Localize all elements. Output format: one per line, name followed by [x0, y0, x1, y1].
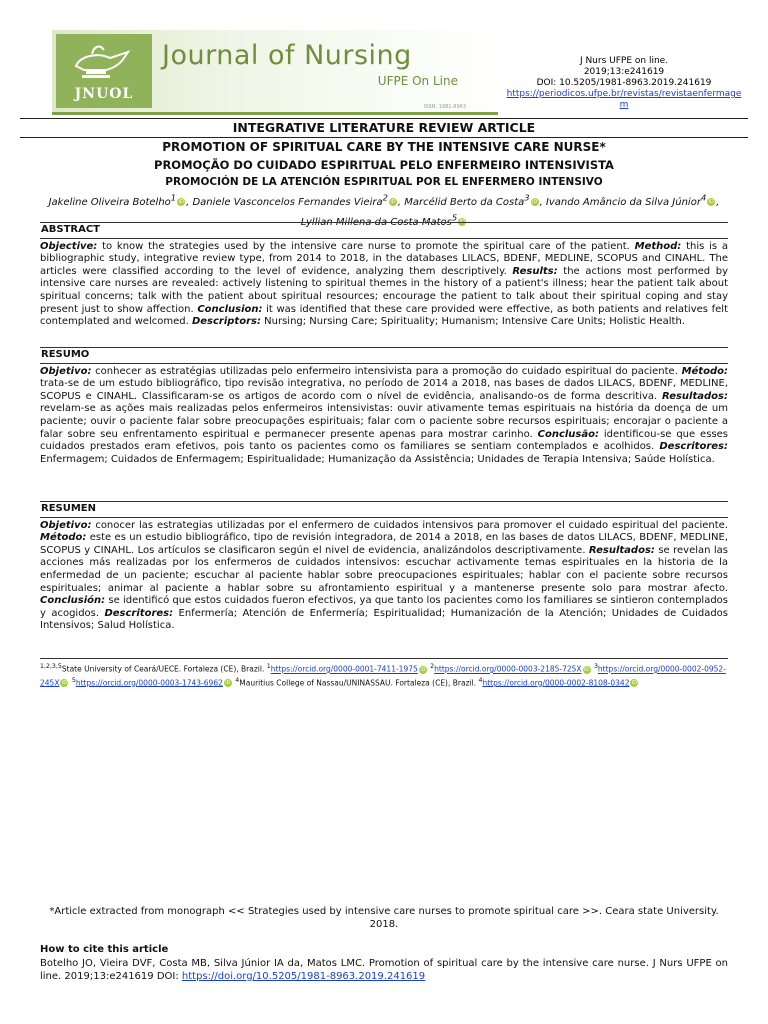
journal-banner — [52, 30, 498, 115]
doi-line: DOI: 10.5205/1981-8963.2019.241619 — [536, 78, 712, 88]
abstract-text: Objective: to know the strategies used by the intensive care nurse to promote the spiritual care of the patient. Method: this is a bibliographic study, integrative review type, from 2014 to 2018, in the databases LILACS, BDENF, MEDLINE, SCOPUS and CINAHL. The articles were classified according to the level of evidence, analyzing them descriptively. Results: the actions most performed by intensive care nurses are revealed: actively listening to spiritual themes in the history of a patient's illness; hear the patient talk about spiritual concerns; talk with the patient about spiritual resources; encourage the patient to talk about their spiritual coping and stay present just to show affection. Conclusion: it was identified that these care provided were effective, as both patients and relatives felt contemplated and welcomed. Descriptors: Nursing; Nursing Care; Spirituality; Humanism; Intensive Care Units; Holistic Health. — [40, 240, 728, 328]
orcid-link[interactable]: https://orcid.org/0000-0003-2185-725X — [434, 664, 582, 674]
abstract-heading: ABSTRACT — [40, 223, 728, 239]
orcid-icon[interactable]: iD — [178, 199, 184, 206]
orcid-icon[interactable]: iD — [631, 680, 638, 686]
author: Lyllian Millena da Costa Matos$^5$ iD — [300, 212, 465, 228]
title-english: PROMOTION OF SPIRITUAL CARE BY THE INTENSIVE CARE NURSE* — [162, 140, 606, 154]
orcid-icon[interactable]: iD — [531, 199, 538, 206]
ref-line-1: J Nurs UFPE on line. — [579, 56, 669, 66]
journal-subtitle: UFPE On Line — [377, 74, 458, 88]
orcid-link[interactable]: https://orcid.org/0000-0002-8108-0342 — [482, 678, 630, 687]
how-to-cite-text: Botelho JO, Vieira DVF, Costa MB, Silva Júnior IA da, Matos LMC. Promotion of spiritual care by the intensive care nurse. J Nurs UFPE on line. 2019;13:e241619 DOI: https://doi.org/10.5205/1981-8963.2019.241619 — [40, 958, 728, 982]
orcid-icon[interactable]: iD — [420, 666, 426, 673]
orcid-icon[interactable]: iD — [61, 680, 68, 686]
title-spanish: PROMOCIÓN DE LA ATENCIÓN ESPIRITUAL POR EL ENFERMERO INTENSIVO — [165, 176, 603, 188]
orcid-icon[interactable]: iD — [708, 199, 714, 206]
author: Ivando Amâncio da Silva Júnior$^4$ iD , — [545, 193, 720, 209]
orcid-icon[interactable]: iD — [390, 199, 396, 206]
ref-line-2: 2019;13:e241619 — [583, 67, 665, 77]
nursing-lamp-icon — [70, 40, 138, 82]
section-heading: INTEGRATIVE LITERATURE REVIEW ARTICLE — [20, 118, 748, 138]
how-to-cite-heading: How to cite this article — [40, 944, 169, 955]
abstract-section — [40, 222, 728, 329]
resumo-text: Objetivo: conhecer as estratégias utilizadas pelo enfermeiro intensivista para a promoção do cuidado espiritual do paciente. Método: trata-se de um estudo bibliográfico, tipo revisão integrativa, no período de 2014 a 2018, nas bases de dados LILACS, BDENF, MEDLINE, SCOPUS e CINAHL. Classificaram-se os artigos de acordo com o nível de evidência, analisando-os de forma descritiva. Resultados: revelam-se as ações mais realizadas pelos enfermeiros intensivistas: ouvir ativamente temas espirituais na história da doença de um paciente; ouvir o paciente falar sobre preocupações espirituais; falar com o paciente sobre recursos espirituais; encorajar o paciente a falar sobre seu enfrentamento espiritual e permanecer presente apenas para mostrar carinho. Conclusão: identificou-se que esses cuidados prestados eram efetivos, pois tanto os pacientes como os familiares se sentiam contemplados e acolhidos. Descritores: Enfermagem; Cuidados de Enfermagem; Espiritualidade; Humanização da Assistência; Unidades de Terapia Intensiva; Saúde Holística. — [40, 365, 728, 465]
resumo-section — [40, 347, 728, 466]
author: Marcélid Berto da Costa$^3$ iD , — [404, 193, 546, 209]
resumen-section — [40, 501, 728, 633]
doi-link[interactable]: https://doi.org/10.5205/1981-8963.2019.241619 — [181, 970, 426, 982]
orcid-icon[interactable]: iD — [225, 680, 231, 686]
journal-logo — [56, 34, 152, 108]
journal-reference — [504, 56, 744, 111]
orcid-icon[interactable]: iD — [583, 666, 590, 673]
resumo-heading: RESUMO — [40, 348, 728, 364]
author: Jakeline Oliveira Botelho$^1$ iD , — [48, 193, 193, 209]
logo-text: JNUOL — [74, 86, 134, 102]
author: Daniele Vasconcelos Fernandes Vieira$^2$ iD , — [192, 193, 405, 209]
orcid-link[interactable]: https://orcid.org/0000-0001-7411-1975 — [270, 664, 418, 674]
journal-title: Journal of Nursing — [162, 40, 412, 71]
journal-url-link[interactable]: https://periodicos.ufpe.br/revistas/revistaenfermagem — [506, 89, 742, 110]
title-portuguese: PROMOÇÃO DO CUIDADO ESPIRITUAL PELO ENFERMEIRO INTENSIVISTA — [154, 158, 614, 172]
issn-label: ISSN: 1981-8963 — [423, 104, 466, 110]
resumen-heading: RESUMEN — [40, 502, 728, 518]
orcid-link[interactable]: https://orcid.org/0000-0003-1743-6962 — [75, 678, 223, 687]
affiliations: $^{1,2,3,5}$State University of Ceará/UECE. Fortaleza (CE), Brazil. $^1$https://orcid.org/0000-0001-7411-1975 iD $^2$https://orcid.org/0000-0003-2185-725X iD $^3$https://orcid.org/0000-0002-0952-245X iD $^5$https://orcid.org/0000-0003-1743-6962 iD $^4$Mauritius College of Nassau/UNINASSAU. Fortaleza (CE), Brazil. $^4$https://orcid.org/0000-0002-8108-0342 iD — [40, 658, 728, 688]
resumen-text: Objetivo: conocer las estrategias utilizadas por el enfermero de cuidados intensivos para promover el cuidado espiritual del paciente. Método: este es un estudio bibliográfico, tipo de revisión integradora, de 2014 a 2018, en las bases de datos LILACS, BDENF, MEDLINE, SCOPUS y CINAHL. Los artículos se clasificaron según el nivel de evidencia, analizándolos descriptivamente. Resultados: se revelan las acciones más realizadas por los enfermeros de cuidados intensivos: escuchar activamente temas espirituales en la historia de la enfermedad de un paciente; escuchar al paciente hablar sobre preocupaciones espirituales; hablar con el paciente sobre recursos espirituales; animar al paciente a hablar sobre su afrontamiento espiritual y a mantenerse presente solo para mostrar afecto. Conclusión: se identificó que estos cuidados fueron efectivos, ya que tanto los pacientes como los familiares se sintieron contemplados y acogidos. Descritores: Enfermería; Atención de Enfermería; Espiritualidad; Humanización de la Atención; Unidades de Cuidados Intensivos; Salud Holística. — [40, 519, 728, 632]
orcid-link[interactable]: https://orcid.org/0000-0002-0952-245X — [40, 664, 726, 687]
orcid-icon[interactable]: iD — [459, 218, 465, 225]
footnote: *Article extracted from monograph << Strategies used by intensive care nurses to promote spiritual care >>. Ceara state University. 2018. — [49, 906, 719, 930]
